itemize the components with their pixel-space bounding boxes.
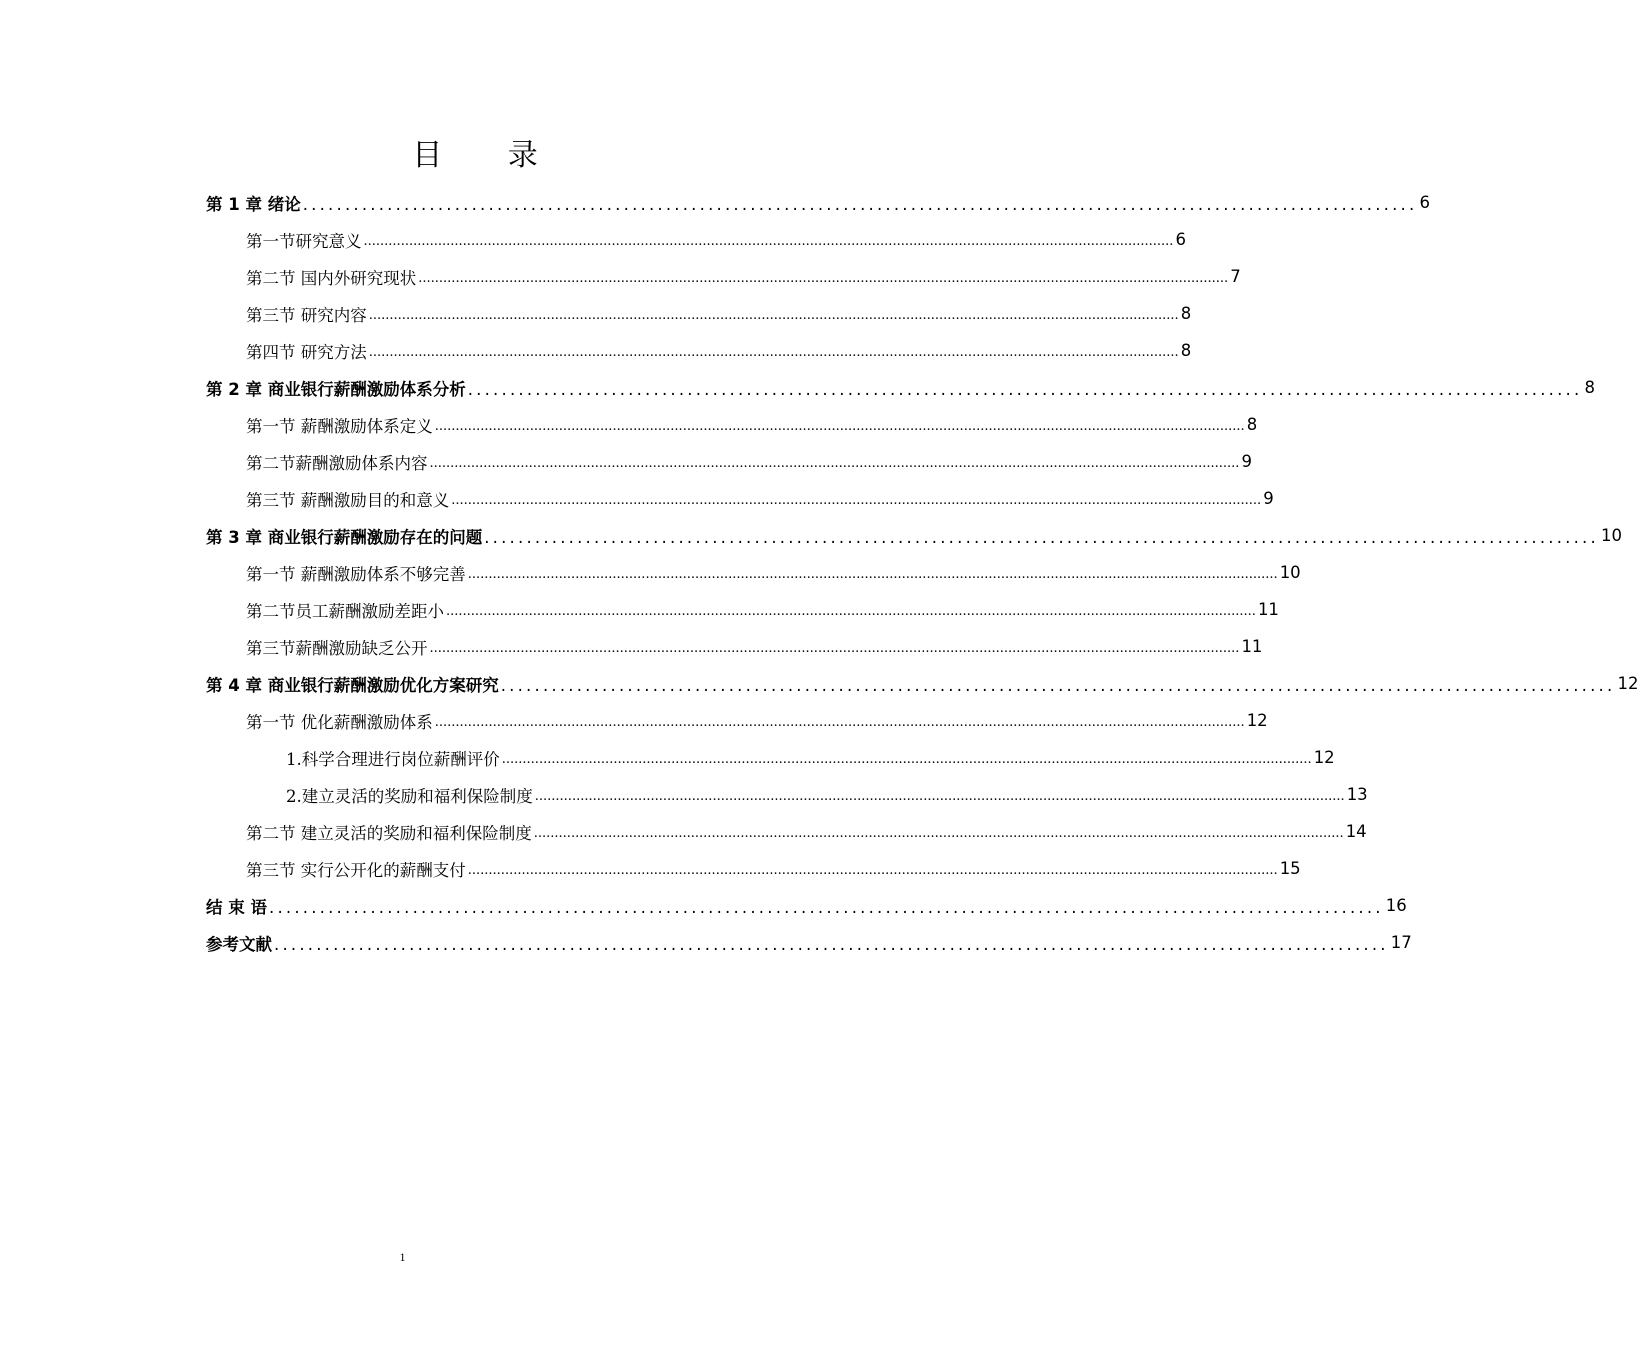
dot-leader: .................................................................................................................................................................................................... (467, 567, 1278, 582)
toc-entry-page: 9 (1241, 452, 1252, 471)
dot-leader: .................................................................................................................................................................................................... (429, 456, 1240, 471)
toc-entry-page: 12 (1246, 711, 1268, 730)
dot-leader: .................................................................................................................................................................................................... (429, 641, 1240, 656)
toc-entry-page: 17 (1390, 933, 1412, 952)
toc-entry-label: 第一节 薪酬激励体系定义 (246, 416, 433, 436)
toc-entry[interactable] (206, 258, 1241, 295)
toc-entry[interactable] (206, 887, 1407, 924)
toc-entry-label: 第一节 优化薪酬激励体系 (246, 712, 433, 732)
toc-entry-label: 1.科学合理进行岗位薪酬评价 (286, 749, 500, 769)
toc-entry[interactable] (206, 924, 1412, 961)
toc-entry-label: 第四节 研究方法 (246, 342, 367, 362)
toc-entry[interactable] (206, 406, 1258, 443)
toc-entry-page: 7 (1230, 267, 1241, 286)
toc-entry[interactable] (206, 369, 1595, 406)
toc-entry-label: 第二节员工薪酬激励差距小 (246, 601, 444, 621)
toc-entry-label: 第三节 薪酬激励目的和意义 (246, 490, 450, 510)
toc-entry-label: 第二节 建立灵活的奖励和福利保险制度 (246, 823, 532, 843)
toc-entry-page: 9 (1263, 489, 1274, 508)
toc-entry[interactable] (206, 184, 1430, 221)
dot-leader: .................................................................................................................................................................................................... (368, 345, 1179, 360)
dot-leader: .................................................................................................................................................................................................... (418, 271, 1229, 286)
toc-entry-page: 16 (1385, 896, 1407, 915)
toc-entry-page: 14 (1345, 822, 1367, 841)
toc-entry[interactable] (206, 739, 1335, 776)
toc-entry-page: 8 (1180, 304, 1192, 323)
toc-entry[interactable] (206, 628, 1263, 665)
toc-entry[interactable] (206, 665, 1638, 702)
toc-entry[interactable] (206, 591, 1279, 628)
dot-leader: .................................................................................................................................... (500, 676, 1616, 695)
dot-leader: .................................................................................................................................................................................................... (434, 715, 1245, 730)
toc-entry-page: 8 (1246, 415, 1258, 434)
dot-leader: .................................................................................................................................... (269, 898, 1384, 917)
dot-leader: .................................................................................................................................... (484, 528, 1599, 547)
toc-entry-label: 第三节薪酬激励缺乏公开 (246, 638, 428, 658)
toc-entry[interactable] (206, 332, 1192, 369)
toc-entry-page: 12 (1313, 748, 1335, 767)
dot-leader: .................................................................................................................................................................................................... (501, 752, 1312, 767)
toc-entry-label: 第 3 章 商业银行薪酬激励存在的问题 (206, 527, 483, 547)
dot-leader: .................................................................................................................................................................................................... (363, 234, 1174, 249)
dot-leader: .................................................................................................................................................................................................... (467, 863, 1278, 878)
dot-leader: .................................................................................................................................... (274, 935, 1389, 954)
toc-entry-label: 参考文献 (206, 934, 272, 954)
toc-entry[interactable] (206, 776, 1368, 813)
toc-entry-page: 13 (1346, 785, 1368, 804)
dot-leader: .................................................................................................................................................................................................... (533, 826, 1344, 841)
dot-leader: .................................................................................................................................................................................................... (451, 493, 1262, 508)
dot-leader: .................................................................................................................................... (302, 195, 1418, 214)
dot-leader: .................................................................................................................................................................................................... (534, 789, 1345, 804)
toc-entry[interactable] (206, 480, 1274, 517)
toc-entry-label: 第二节薪酬激励体系内容 (246, 453, 428, 473)
page-title: 目 录 (412, 138, 566, 173)
dot-leader: .................................................................................................................................................................................................... (434, 419, 1245, 434)
toc-entry-label: 第三节 实行公开化的薪酬支付 (246, 860, 466, 880)
toc-entry-page: 8 (1180, 341, 1192, 360)
page-number: 1 (399, 1250, 406, 1264)
toc-entry-label: 第一节 薪酬激励体系不够完善 (246, 564, 466, 584)
toc-entry[interactable] (206, 554, 1301, 591)
toc-entry-label: 第三节 研究内容 (246, 305, 367, 325)
toc-entry[interactable] (206, 295, 1192, 332)
toc-entry-page: 8 (1584, 378, 1595, 397)
toc-entry[interactable] (206, 221, 1186, 258)
toc-entry-page: 6 (1175, 230, 1186, 249)
toc-entry-page: 15 (1279, 859, 1301, 878)
dot-leader: .................................................................................................................................................................................................... (368, 308, 1179, 323)
toc-entry-page: 10 (1279, 563, 1301, 582)
dot-leader: .................................................................................................................................... (467, 380, 1583, 399)
toc-entry-page: 11 (1257, 600, 1279, 619)
toc-entry-label: 第 1 章 绪论 (206, 194, 301, 214)
table-of-contents (206, 184, 1638, 961)
toc-entry-label: 结 束 语 (206, 897, 267, 917)
toc-entry-label: 2.建立灵活的奖励和福利保险制度 (286, 786, 533, 806)
toc-entry[interactable] (206, 850, 1301, 887)
toc-entry[interactable] (206, 517, 1622, 554)
toc-entry-page: 11 (1241, 637, 1263, 656)
toc-entry[interactable] (206, 443, 1252, 480)
toc-entry-page: 10 (1600, 526, 1622, 545)
dot-leader: .................................................................................................................................................................................................... (446, 604, 1256, 619)
toc-entry-label: 第 4 章 商业银行薪酬激励优化方案研究 (206, 675, 499, 695)
toc-entry-label: 第 2 章 商业银行薪酬激励体系分析 (206, 379, 466, 399)
toc-entry[interactable] (206, 813, 1367, 850)
toc-entry-label: 第二节 国内外研究现状 (246, 268, 417, 288)
toc-entry[interactable] (206, 702, 1268, 739)
toc-entry-page: 6 (1419, 193, 1430, 212)
toc-entry-page: 12 (1617, 674, 1638, 693)
toc-entry-label: 第一节研究意义 (246, 231, 362, 251)
